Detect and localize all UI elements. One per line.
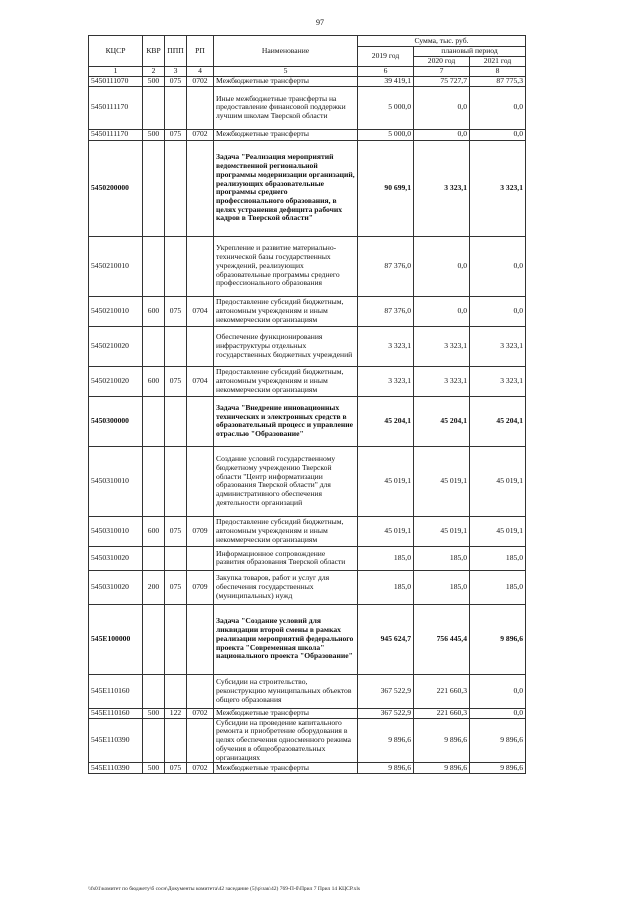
value-2020-cell: 0,0: [414, 129, 470, 140]
value-2019-cell: 9 896,6: [358, 763, 414, 774]
value-2019-cell: 3 323,1: [358, 326, 414, 366]
ppp-cell: 075: [165, 296, 187, 326]
ppp-cell: 075: [165, 763, 187, 774]
value-2021-cell: 45 019,1: [470, 516, 526, 546]
rp-cell: 0704: [187, 366, 214, 396]
kvr-cell: [143, 86, 165, 129]
table-row: [89, 326, 526, 366]
kcsr-cell: 5450111070: [89, 76, 143, 86]
kcsr-cell: 545E110160: [89, 674, 143, 708]
name-cell: Предоставление субсидий бюджетным, автономным учреждениям и иным некоммерческим организациям: [214, 516, 358, 546]
ppp-cell: [165, 236, 187, 296]
value-2019-cell: 5 000,0: [358, 86, 414, 129]
table-row: [89, 446, 526, 516]
value-2021-cell: 0,0: [470, 674, 526, 708]
value-2020-cell: 185,0: [414, 546, 470, 570]
col-index: 4: [187, 67, 214, 77]
ppp-cell: 075: [165, 366, 187, 396]
value-2021-cell: 9 896,6: [470, 763, 526, 774]
name-cell: Задача "Внедрение инновационных технических и электронных средств в образовательный процесс и управление отраслью "Образование": [214, 396, 358, 446]
ppp-cell: [165, 396, 187, 446]
value-2021-cell: 0,0: [470, 708, 526, 718]
kvr-cell: 500: [143, 708, 165, 718]
kcsr-cell: 5450210010: [89, 296, 143, 326]
kvr-cell: [143, 674, 165, 708]
ppp-cell: 075: [165, 570, 187, 604]
name-cell: Межбюджетные трансферты: [214, 76, 358, 86]
name-cell: Укрепление и развитие материально-технической базы государственных учреждений, реализующих образовательные программы среднего профессионального образования: [214, 236, 358, 296]
col-index: 7: [414, 67, 470, 77]
kvr-cell: 600: [143, 296, 165, 326]
table-row: [89, 396, 526, 446]
rp-cell: 0702: [187, 76, 214, 86]
value-2020-cell: 0,0: [414, 86, 470, 129]
ppp-cell: [165, 674, 187, 708]
col-index: 2: [143, 67, 165, 77]
table-row: [89, 129, 526, 140]
value-2020-cell: 221 660,3: [414, 674, 470, 708]
value-2019-cell: 87 376,0: [358, 236, 414, 296]
value-2019-cell: 87 376,0: [358, 296, 414, 326]
table-body: [89, 76, 526, 774]
rp-cell: 0702: [187, 708, 214, 718]
name-cell: Задача "Создание условий для ликвидации второй смены в рамках реализации мероприятий федерального проекта "Современная школа" национального проекта "Образование": [214, 604, 358, 674]
ppp-cell: [165, 326, 187, 366]
value-2021-cell: 9 896,6: [470, 718, 526, 763]
name-cell: Закупка товаров, работ и услуг для обеспечения государственных (муниципальных) нужд: [214, 570, 358, 604]
kcsr-cell: 5450111170: [89, 86, 143, 129]
value-2019-cell: 45 019,1: [358, 446, 414, 516]
rp-cell: 0704: [187, 296, 214, 326]
table-row: [89, 76, 526, 86]
ppp-cell: [165, 446, 187, 516]
header-sum: Сумма, тыс. руб.: [358, 36, 526, 47]
name-cell: Межбюджетные трансферты: [214, 763, 358, 774]
rp-cell: [187, 140, 214, 236]
value-2021-cell: 45 204,1: [470, 396, 526, 446]
value-2021-cell: 0,0: [470, 129, 526, 140]
value-2020-cell: 0,0: [414, 296, 470, 326]
kcsr-cell: 5450310020: [89, 546, 143, 570]
rp-cell: [187, 604, 214, 674]
value-2019-cell: 5 000,0: [358, 129, 414, 140]
page-number: 97: [316, 18, 324, 27]
value-2019-cell: 9 896,6: [358, 718, 414, 763]
table-row: [89, 604, 526, 674]
header-2020: 2020 год: [414, 57, 470, 67]
rp-cell: [187, 546, 214, 570]
kcsr-cell: 5450310010: [89, 516, 143, 546]
value-2019-cell: 3 323,1: [358, 366, 414, 396]
table-header: [89, 36, 526, 77]
header-kvr: КВР: [143, 36, 165, 67]
header-name: Наименование: [214, 36, 358, 67]
kcsr-cell: 545E110390: [89, 763, 143, 774]
value-2021-cell: 0,0: [470, 86, 526, 129]
value-2020-cell: 185,0: [414, 570, 470, 604]
kvr-cell: [143, 718, 165, 763]
table-row: [89, 516, 526, 546]
kcsr-cell: 545E110390: [89, 718, 143, 763]
kvr-cell: [143, 396, 165, 446]
header-plan: плановый период: [414, 47, 526, 57]
budget-table: [88, 35, 526, 774]
value-2021-cell: 45 019,1: [470, 446, 526, 516]
rp-cell: [187, 446, 214, 516]
col-index: 6: [358, 67, 414, 77]
kvr-cell: [143, 140, 165, 236]
header-kcsr: КЦСР: [89, 36, 143, 67]
footer-file-path: \\fs01\комитет по бюджету\б сосн\Документы комитета\42 заседание (5)\р\зак\42) 769-П-б\Прил 7 Прил 14 КЦСР.xls: [88, 886, 360, 892]
ppp-cell: [165, 604, 187, 674]
rp-cell: 0709: [187, 570, 214, 604]
name-cell: Субсидии на проведение капитального ремонта и приобретение оборудования в целях обеспечения односменного режима обучения в общеобразовательных организациях: [214, 718, 358, 763]
rp-cell: [187, 718, 214, 763]
name-cell: Предоставление субсидий бюджетным, автономным учреждениям и иным некоммерческим организациям: [214, 296, 358, 326]
value-2021-cell: 185,0: [470, 570, 526, 604]
value-2019-cell: 367 522,9: [358, 674, 414, 708]
value-2021-cell: 9 896,6: [470, 604, 526, 674]
ppp-cell: 122: [165, 708, 187, 718]
name-cell: Создание условий государственному бюджетному учреждению Тверской области "Центр информатизации образования Тверской области" для административного обеспечения деятельности организаций: [214, 446, 358, 516]
kvr-cell: [143, 326, 165, 366]
name-cell: Иные межбюджетные трансферты на предоставление финансовой поддержки лучшим школам Тверской области: [214, 86, 358, 129]
rp-cell: [187, 236, 214, 296]
value-2020-cell: 45 019,1: [414, 446, 470, 516]
kcsr-cell: 5450300000: [89, 396, 143, 446]
kvr-cell: [143, 446, 165, 516]
col-index: 3: [165, 67, 187, 77]
kcsr-cell: 5450111170: [89, 129, 143, 140]
value-2021-cell: 3 323,1: [470, 140, 526, 236]
ppp-cell: [165, 718, 187, 763]
rp-cell: [187, 674, 214, 708]
table-row: [89, 718, 526, 763]
col-index: 5: [214, 67, 358, 77]
name-cell: Задача "Реализация мероприятий ведомственной региональной программы модернизации организаций, реализующих образовательные программы среднего профессионального образования, в целях устранения дефицита рабочих кадров в Тверской области": [214, 140, 358, 236]
kvr-cell: 600: [143, 366, 165, 396]
header-ppp: ППП: [165, 36, 187, 67]
kcsr-cell: 5450200000: [89, 140, 143, 236]
rp-cell: [187, 86, 214, 129]
name-cell: Субсидии на строительство, реконструкцию муниципальных объектов общего образования: [214, 674, 358, 708]
kcsr-cell: 5450210020: [89, 326, 143, 366]
value-2021-cell: 185,0: [470, 546, 526, 570]
name-cell: Информационное сопровождение развития образования Тверской области: [214, 546, 358, 570]
value-2019-cell: 185,0: [358, 570, 414, 604]
kcsr-cell: 545E110160: [89, 708, 143, 718]
col-index: 1: [89, 67, 143, 77]
value-2020-cell: 3 323,1: [414, 326, 470, 366]
value-2020-cell: 3 323,1: [414, 140, 470, 236]
name-cell: Межбюджетные трансферты: [214, 129, 358, 140]
value-2021-cell: 0,0: [470, 296, 526, 326]
value-2020-cell: 0,0: [414, 236, 470, 296]
name-cell: Обеспечение функционирования инфраструктуры отдельных государственных бюджетных учреждений: [214, 326, 358, 366]
value-2020-cell: 9 896,6: [414, 763, 470, 774]
rp-cell: [187, 396, 214, 446]
kvr-cell: 200: [143, 570, 165, 604]
ppp-cell: [165, 140, 187, 236]
value-2020-cell: 221 660,3: [414, 708, 470, 718]
ppp-cell: [165, 86, 187, 129]
kcsr-cell: 5450210020: [89, 366, 143, 396]
value-2019-cell: 90 699,1: [358, 140, 414, 236]
ppp-cell: 075: [165, 76, 187, 86]
value-2020-cell: 9 896,6: [414, 718, 470, 763]
value-2020-cell: 3 323,1: [414, 366, 470, 396]
table-row: [89, 140, 526, 236]
value-2021-cell: 0,0: [470, 236, 526, 296]
ppp-cell: 075: [165, 129, 187, 140]
value-2020-cell: 45 019,1: [414, 516, 470, 546]
header-rp: РП: [187, 36, 214, 67]
table-row: [89, 546, 526, 570]
value-2020-cell: 756 445,4: [414, 604, 470, 674]
kvr-cell: 500: [143, 76, 165, 86]
value-2021-cell: 87 775,3: [470, 76, 526, 86]
kcsr-cell: 5450310010: [89, 446, 143, 516]
kvr-cell: 500: [143, 763, 165, 774]
value-2019-cell: 45 019,1: [358, 516, 414, 546]
name-cell: Предоставление субсидий бюджетным, автономным учреждениям и иным некоммерческим организациям: [214, 366, 358, 396]
value-2020-cell: 45 204,1: [414, 396, 470, 446]
kvr-cell: [143, 546, 165, 570]
rp-cell: 0702: [187, 129, 214, 140]
kcsr-cell: 5450210010: [89, 236, 143, 296]
value-2021-cell: 3 323,1: [470, 326, 526, 366]
value-2019-cell: 185,0: [358, 546, 414, 570]
value-2021-cell: 3 323,1: [470, 366, 526, 396]
ppp-cell: [165, 546, 187, 570]
name-cell: Межбюджетные трансферты: [214, 708, 358, 718]
kvr-cell: 500: [143, 129, 165, 140]
kvr-cell: [143, 236, 165, 296]
value-2020-cell: 75 727,7: [414, 76, 470, 86]
kvr-cell: 600: [143, 516, 165, 546]
ppp-cell: 075: [165, 516, 187, 546]
table-row: [89, 86, 526, 129]
rp-cell: 0702: [187, 763, 214, 774]
col-index: 8: [470, 67, 526, 77]
rp-cell: 0709: [187, 516, 214, 546]
table-row: [89, 674, 526, 708]
table-row: [89, 236, 526, 296]
rp-cell: [187, 326, 214, 366]
kvr-cell: [143, 604, 165, 674]
table-row: [89, 296, 526, 326]
value-2019-cell: 945 624,7: [358, 604, 414, 674]
kcsr-cell: 5450310020: [89, 570, 143, 604]
table-row: [89, 570, 526, 604]
header-2021: 2021 год: [470, 57, 526, 67]
kcsr-cell: 545E100000: [89, 604, 143, 674]
header-2019: 2019 год: [358, 47, 414, 67]
value-2019-cell: 45 204,1: [358, 396, 414, 446]
value-2019-cell: 39 419,1: [358, 76, 414, 86]
value-2019-cell: 367 522,9: [358, 708, 414, 718]
table-row: [89, 366, 526, 396]
table-row: [89, 763, 526, 774]
column-index-row: [89, 67, 526, 77]
table-row: [89, 708, 526, 718]
